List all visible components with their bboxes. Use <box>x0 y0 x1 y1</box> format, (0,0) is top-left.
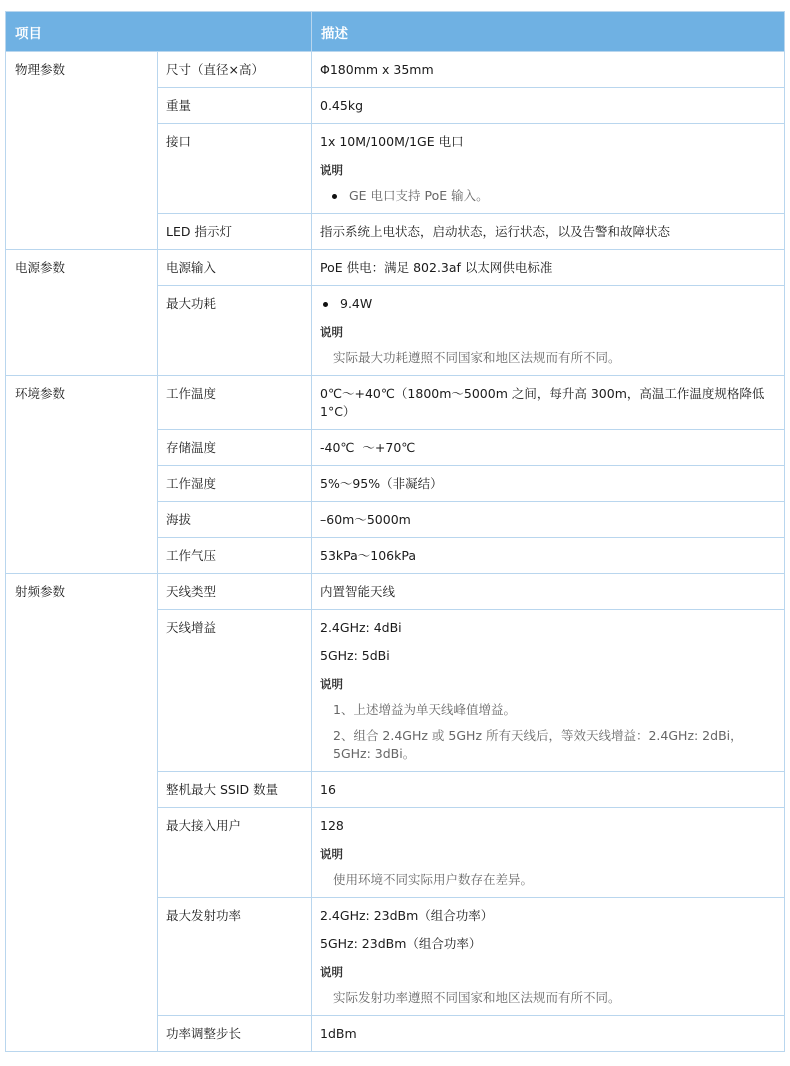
table-row <box>6 250 785 286</box>
param-value: 128 <box>320 818 344 833</box>
note-text: GE 电口支持 PoE 输入。 <box>349 188 489 203</box>
param-name: 尺寸（直径×高） <box>158 52 312 88</box>
param-name: 最大功耗 <box>158 286 312 376</box>
param-value: 0.45kg <box>312 88 785 124</box>
param-value-cell <box>312 898 785 1016</box>
param-value: 53kPa～106kPa <box>312 538 785 574</box>
note-title: 说明 <box>320 677 343 691</box>
param-value: 2.4GHz: 4dBi <box>320 620 402 635</box>
header-item: 项目 <box>6 12 312 52</box>
param-name: 整机最大 SSID 数量 <box>158 772 312 808</box>
table-row <box>6 52 785 88</box>
note-title: 说明 <box>320 325 343 339</box>
param-name: 天线类型 <box>158 574 312 610</box>
param-value: 内置智能天线 <box>312 574 785 610</box>
param-value: 5GHz: 23dBm（组合功率） <box>320 936 482 951</box>
param-name: 海拔 <box>158 502 312 538</box>
param-value: 5GHz: 5dBi <box>320 648 390 663</box>
param-value-cell <box>312 286 785 376</box>
note-text: 实际最大功耗遵照不同国家和地区法规而有所不同。 <box>333 350 621 365</box>
note-title: 说明 <box>320 163 343 177</box>
param-value: 9.4W <box>340 296 373 311</box>
param-value: -40℃ ～+70℃ <box>312 430 785 466</box>
param-name: 功率调整步长 <box>158 1016 312 1052</box>
param-name: 工作气压 <box>158 538 312 574</box>
param-name: 接口 <box>158 124 312 214</box>
note-text: 2、组合 2.4GHz 或 5GHz 所有天线后，等效天线增益：2.4GHz: 2dBi，5GHz: 3dBi。 <box>333 728 743 761</box>
param-value: 16 <box>312 772 785 808</box>
param-value: Φ180mm x 35mm <box>312 52 785 88</box>
param-name: 工作湿度 <box>158 466 312 502</box>
table-row <box>6 376 785 430</box>
group-power: 电源参数 <box>6 250 158 376</box>
param-value: 1x 10M/100M/1GE 电口 <box>320 134 464 149</box>
param-name: 最大接入用户 <box>158 808 312 898</box>
table-header-row <box>6 12 785 52</box>
param-name: LED 指示灯 <box>158 214 312 250</box>
param-value: 指示系统上电状态，启动状态，运行状态，以及告警和故障状态 <box>312 214 785 250</box>
note-title: 说明 <box>320 965 343 979</box>
table-row <box>6 574 785 610</box>
param-name: 存储温度 <box>158 430 312 466</box>
param-value: 5%～95%（非凝结） <box>312 466 785 502</box>
param-name: 重量 <box>158 88 312 124</box>
bullet-dot-icon <box>323 302 328 307</box>
param-value: 1dBm <box>312 1016 785 1052</box>
group-environment: 环境参数 <box>6 376 158 574</box>
note-text: 使用环境不同实际用户数存在差异。 <box>333 872 534 887</box>
spec-table <box>5 11 785 1052</box>
param-value: PoE 供电：满足 802.3af 以太网供电标准 <box>312 250 785 286</box>
group-radio: 射频参数 <box>6 574 158 1052</box>
group-physical: 物理参数 <box>6 52 158 250</box>
param-name: 工作温度 <box>158 376 312 430</box>
param-value: 2.4GHz: 23dBm（组合功率） <box>320 908 494 923</box>
note-text: 实际发射功率遵照不同国家和地区法规而有所不同。 <box>333 990 621 1005</box>
note-text: 1、上述增益为单天线峰值增益。 <box>333 702 516 717</box>
param-value-cell <box>312 610 785 772</box>
param-name: 电源输入 <box>158 250 312 286</box>
param-value-cell <box>312 808 785 898</box>
param-value: 0℃～+40℃（1800m～5000m 之间，每升高 300m，高温工作温度规格降低 1°C） <box>312 376 785 430</box>
param-name: 最大发射功率 <box>158 898 312 1016</box>
note-bullet <box>320 187 776 205</box>
note-title: 说明 <box>320 847 343 861</box>
bullet-dot-icon <box>332 194 337 199</box>
value-bullet <box>320 295 776 313</box>
param-name: 天线增益 <box>158 610 312 772</box>
header-description: 描述 <box>312 12 785 52</box>
param-value: –60m～5000m <box>312 502 785 538</box>
param-value-cell <box>312 124 785 214</box>
